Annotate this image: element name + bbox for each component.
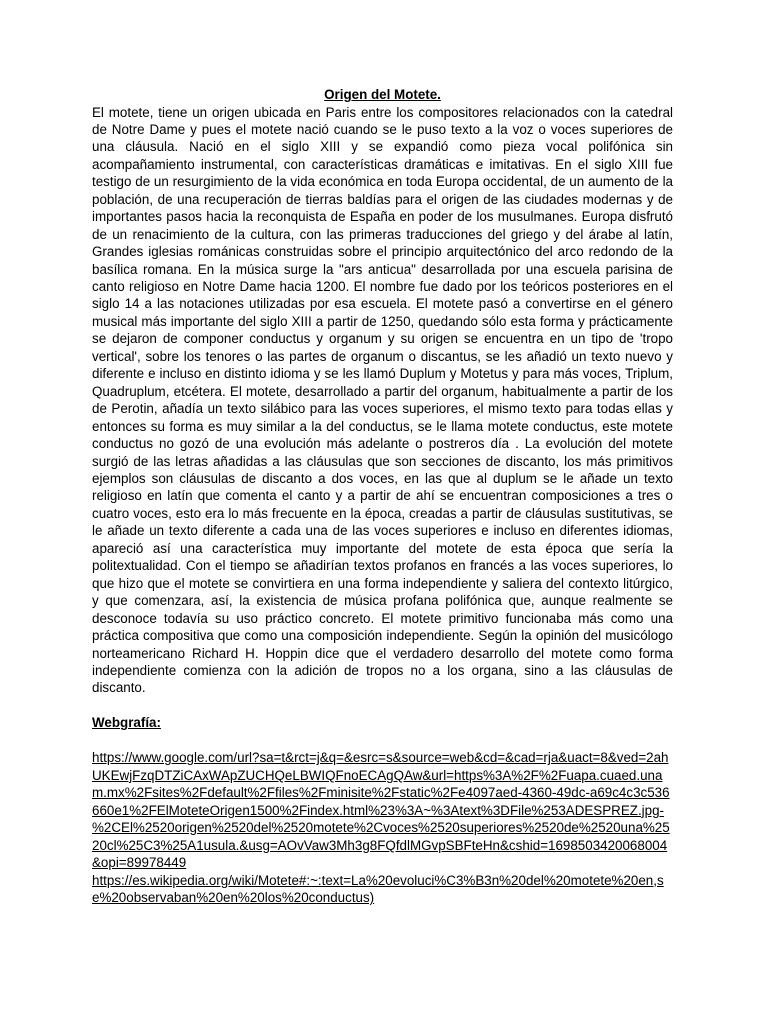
reference-link-wikipedia[interactable]: https://es.wikipedia.org/wiki/Motete#:~:text=La%20evoluci%C3%B3n%20del%20motete%20en,se%20observaban%20en%20los%20conductus)	[92, 872, 664, 906]
webgrafia-heading: Webgrafía:	[92, 715, 161, 731]
document-page	[92, 86, 673, 906]
reference-link-google[interactable]: https://www.google.com/url?sa=t&rct=j&q=&esrc=s&source=web&cd=&cad=rja&uact=8&ved=2ahUKEwjFzqDTZiCAxWApZUCHQeLBWIQFnoECAgQAw&url=https%3A%2F%2Fuapa.cuaed.unam.mx%2Fsites%2Fdefault%2Ffiles%2Fminisite%2Fstatic%2Fe4097aed-4360-49dc-a69c4c3c536660e1%2FElMoteteOrigen1500%2Findex.html%23%3A~%3Atext%3DFile%253ADESPREZ.jpg-%2CEl%2520origen%2520del%2520motete%2Cvoces%2520superiores%2520de%2520una%2520cl%25C3%25A1usula.&usg=AOvVaw3Mh3g8FQfdlMGvpSBFteHn&cshid=1698503420068004&opi=89978449	[92, 750, 670, 871]
document-title: Origen del Motete.	[324, 87, 441, 102]
document-body: El motete, tiene un origen ubicada en Paris entre los compositores relacionados con la catedral de Notre Dame y pues el motete nació cuando se le puso texto a la voz o voces superiores de una cláusula. Nació en el siglo XIII y se expandió como pieza vocal polifónica sin acompañamiento instrumental, con características dramáticas e imitativas. En el siglo XIII fue testigo de un resurgimiento de la vida económica en toda Europa occidental, de un aumento de la población, de una recuperación de tierras baldías para el origen de las ciudades modernas y de importantes pasos hacia la reconquista de España en poder de los musulmanes. Europa disfrutó de un renacimiento de la cultura, con las primeras traducciones del griego y del árabe al latín, Grandes iglesias románicas construidas sobre el principio arquitectónico del arco redondo de la basílica romana. En la música surge la "ars anticua" desarrollada por una escuela parisina de canto religioso en Notre Dame hacia 1200. El nombre fue dado por los teóricos posteriores en el siglo 14 a las notaciones utilizadas por esa escuela. El motete pasó a convertirse en el género musical más importante del siglo XIII a partir de 1250, quedando sólo esta forma y prácticamente se dejaron de componer conductus y organum y su origen se encuentra en un tipo de 'tropo vertical', sobre los tenores o las partes de organum o discantus, se les añadió un texto nuevo y diferente e incluso en distinto idioma y se les llamó Duplum y Motetus y para más voces, Triplum, Quadruplum, etcétera. El motete, desarrollado a partir del organum, habitualmente a partir de los de Perotin, añadía un texto silábico para las voces superiores, el mismo texto para todas ellas y entonces su forma es muy similar a la del conductus, se le llama motete conductus, este motete conductus no gozó de una evolución más adelante o postreros día . La evolución del motete surgió de las letras añadidas a las cláusulas que son secciones de discanto, los más primitivos ejemplos son cláusulas de discanto a dos voces, en las que al duplum se le añade un texto religioso en latín que comenta el canto y a partir de ahí se encuentran composiciones a tres o cuatro voces, esto era lo más frecuente en la época, creadas a partir de cláusulas sustitutivas, se le añade un texto diferente a cada una de las voces superiores e incluso en diferentes idiomas, apareció así una característica muy importante del motete de esta época que sería la politextualidad. Con el tiempo se añadirían textos profanos en francés a las voces superiores, lo que hizo que el motete se convirtiera en una forma independiente y saliera del contexto litúrgico, y que comenzara, así, la existencia de música profana polifónica que, aunque realmente se desconoce todavía su uso práctico concreto. El motete primitivo funcionaba más como una práctica compositiva que como una composición independiente. Según la opinión del musicólogo norteamericano Richard H. Hoppin dice que el verdadero desarrollo del motete como forma independiente comienza con la adición de tropos no a los organa, sino a las cláusulas de discanto.	[92, 104, 673, 696]
webgrafia-links	[92, 749, 673, 906]
